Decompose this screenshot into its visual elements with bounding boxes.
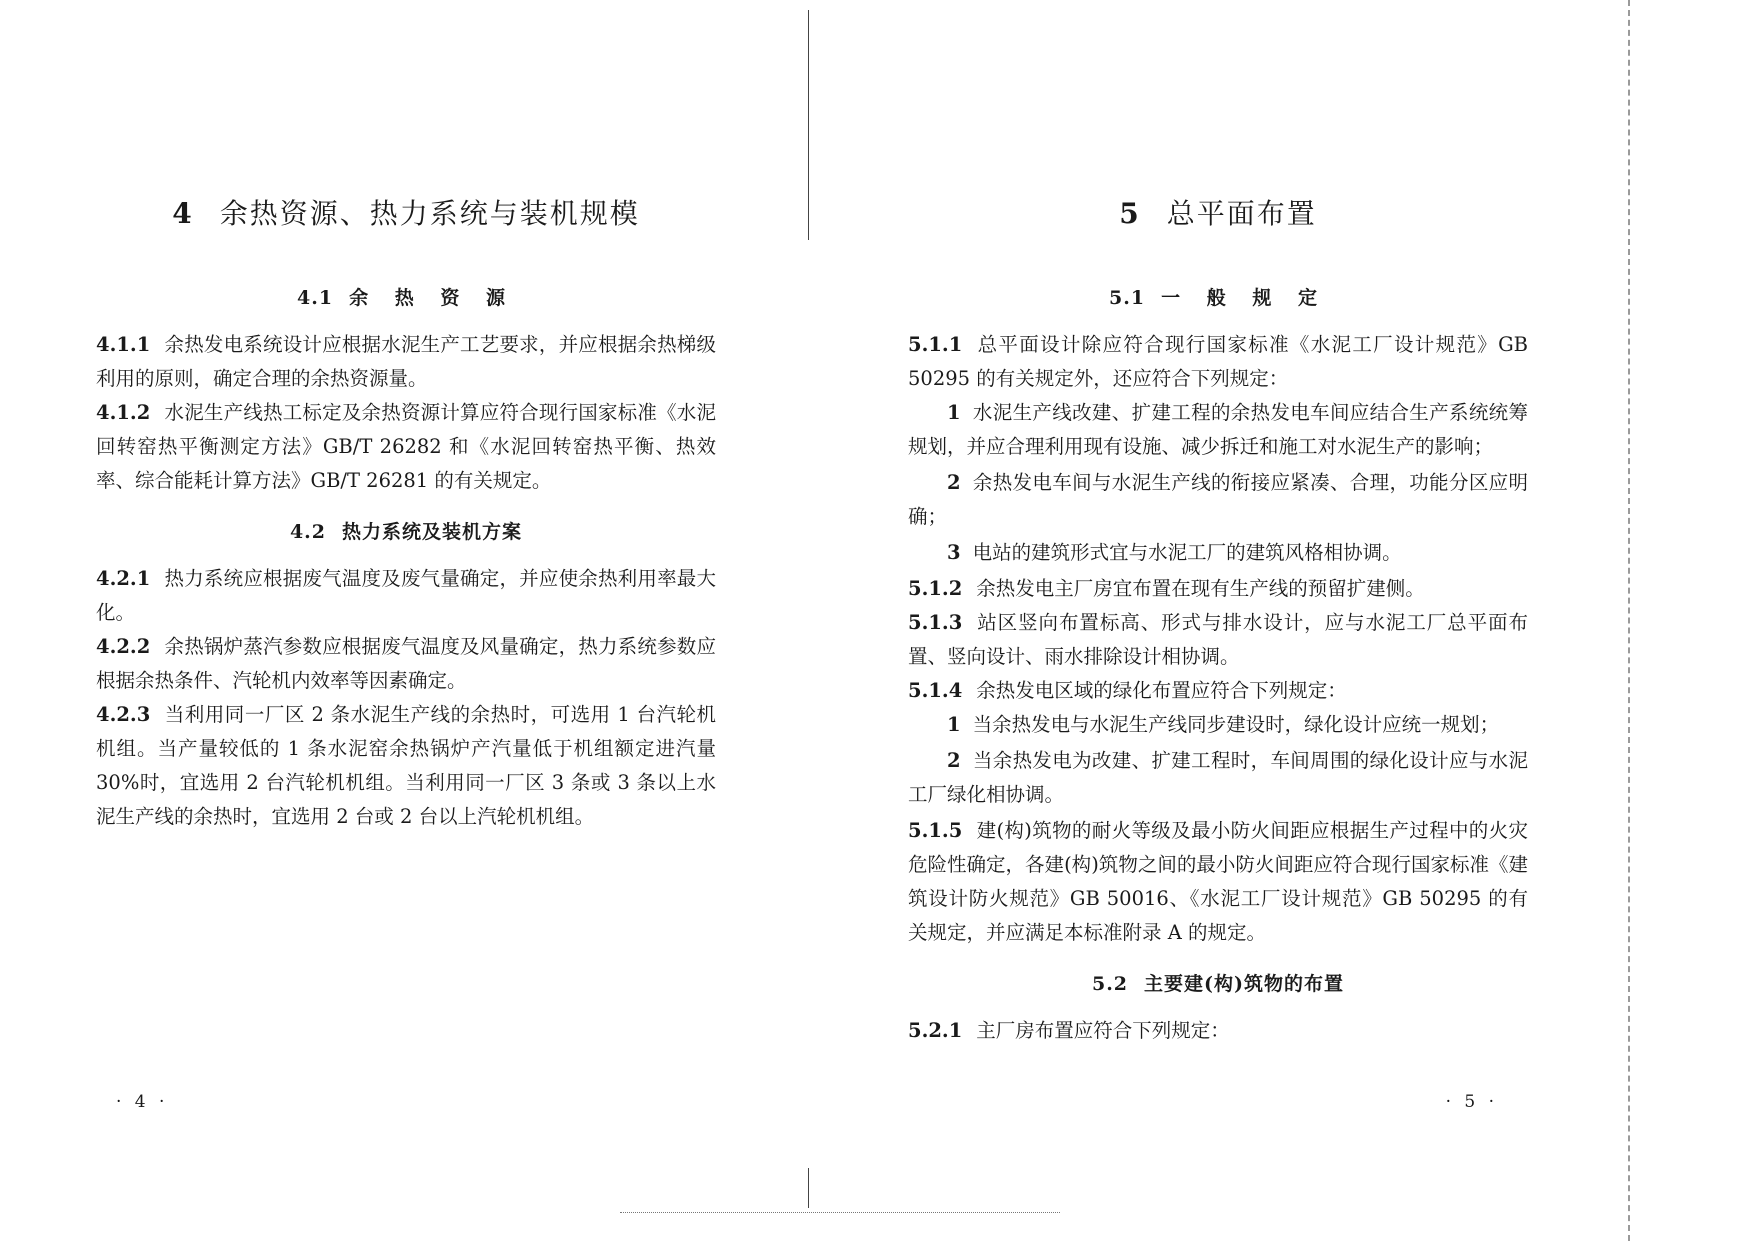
section-number: 5.1 — [1109, 287, 1146, 309]
clause-number: 4.1.1 — [96, 333, 151, 356]
clause-4-2-2 — [96, 630, 716, 698]
section-5-1-title — [908, 280, 1528, 316]
chapter-5-title — [908, 192, 1528, 232]
clause-5-1-1 — [908, 328, 1528, 396]
clause-number: 5.1.5 — [908, 819, 963, 842]
clause-text: 余热发电主厂房宜布置在现有生产线的预留扩建侧。 — [976, 577, 1425, 600]
clause-text: 建(构)筑物的耐火等级及最小防火间距应根据生产过程中的火灾危险性确定，各建(构)筑物之间的最小防火间距应符合现行国家标准《建筑设计防火规范》GB 50016、《水泥工厂设计规范》GB 50295 的有关规定，并应满足本标准附录 A 的规定。 — [908, 819, 1528, 944]
clause-5-2-1 — [908, 1014, 1528, 1048]
clause-number: 5.1.1 — [908, 333, 963, 356]
clause-number: 5.2.1 — [908, 1019, 963, 1042]
clause-5-1-2 — [908, 572, 1528, 606]
clause-text: 站区竖向布置标高、形式与排水设计，应与水泥工厂总平面布置、竖向设计、雨水排除设计相协调。 — [908, 611, 1528, 668]
clause-number: 4.1.2 — [96, 401, 151, 424]
section-title-text: 主要建(构)筑物的布置 — [1144, 973, 1345, 995]
section-number: 4.1 — [297, 287, 334, 309]
clause-number: 5.1.4 — [908, 679, 963, 702]
chapter-number: 4 — [172, 197, 194, 230]
item-text: 水泥生产线改建、扩建工程的余热发电车间应结合生产系统统筹规划，并应合理利用现有设施、减少拆迁和施工对水泥生产的影响； — [908, 401, 1528, 458]
item-number: 3 — [947, 541, 961, 564]
binding-line-top — [808, 10, 809, 240]
right-page-body — [908, 280, 1528, 1048]
clause-4-1-2 — [96, 396, 716, 498]
clause-5-1-1-item-3 — [908, 536, 1528, 570]
chapter-number: 5 — [1119, 197, 1141, 230]
clause-5-1-4 — [908, 674, 1528, 708]
clause-text: 主厂房布置应符合下列规定： — [976, 1019, 1230, 1042]
scan-edge-right — [1628, 0, 1630, 1241]
item-number: 1 — [947, 401, 961, 424]
page-number-right: · 5 · — [1445, 1092, 1498, 1112]
clause-5-1-5 — [908, 814, 1528, 950]
clause-4-1-1 — [96, 328, 716, 396]
chapter-title-text: 总平面布置 — [1166, 197, 1317, 230]
clause-text: 总平面设计除应符合现行国家标准《水泥工厂设计规范》GB 50295 的有关规定外，还应符合下列规定： — [908, 333, 1528, 390]
clause-number: 4.2.3 — [96, 703, 151, 726]
left-page-body — [96, 280, 716, 834]
item-number: 2 — [947, 471, 961, 494]
clause-5-1-4-item-2 — [908, 744, 1528, 812]
left-page — [96, 0, 716, 1241]
right-page — [908, 0, 1528, 1241]
chapter-4-title — [96, 192, 716, 232]
clause-number: 5.1.3 — [908, 611, 963, 634]
item-text: 当余热发电与水泥生产线同步建设时，绿化设计应统一规划； — [972, 713, 1500, 736]
clause-4-2-3 — [96, 698, 716, 834]
section-4-2-title — [96, 514, 716, 550]
item-text: 余热发电车间与水泥生产线的衔接应紧凑、合理，功能分区应明确； — [908, 471, 1528, 528]
clause-5-1-1-item-1 — [908, 396, 1528, 464]
item-text: 当余热发电为改建、扩建工程时，车间周围的绿化设计应与水泥工厂绿化相协调。 — [908, 749, 1528, 806]
item-text: 电站的建筑形式宜与水泥工厂的建筑风格相协调。 — [972, 541, 1402, 564]
section-title-text: 一 般 规 定 — [1161, 287, 1327, 309]
section-4-1-title — [96, 280, 716, 316]
section-number: 4.2 — [289, 521, 327, 543]
clause-text: 水泥生产线热工标定及余热资源计算应符合现行国家标准《水泥回转窑热平衡测定方法》GB/T 26282 和《水泥回转窑热平衡、热效率、综合能耗计算方法》GB/T 26281 的有关规定。 — [96, 401, 716, 492]
clause-number: 4.2.2 — [96, 635, 151, 658]
item-number: 1 — [947, 713, 961, 736]
clause-text: 当利用同一厂区 2 条水泥生产线的余热时，可选用 1 台汽轮机机组。当产量较低的 1 条水泥窑余热锅炉产汽量低于机组额定进汽量 30%时，宜选用 2 台汽轮机机组。当利用同一厂区 3 条或 3 条以上水泥生产线的余热时，宜选用 2 台或 2 台以上汽轮机机组。 — [96, 703, 716, 828]
clause-5-1-4-item-1 — [908, 708, 1528, 742]
section-5-2-title — [908, 966, 1528, 1002]
clause-text: 余热锅炉蒸汽参数应根据废气温度及风量确定，热力系统参数应根据余热条件、汽轮机内效率等因素确定。 — [96, 635, 716, 692]
clause-text: 余热发电区域的绿化布置应符合下列规定： — [976, 679, 1347, 702]
page-number-left: · 4 · — [116, 1092, 169, 1112]
clause-number: 5.1.2 — [908, 577, 963, 600]
item-number: 2 — [947, 749, 961, 772]
clause-text: 热力系统应根据废气温度及废气量确定，并应使余热利用率最大化。 — [96, 567, 716, 624]
clause-5-1-1-item-2 — [908, 466, 1528, 534]
binding-line-bottom — [808, 1168, 809, 1208]
clause-text: 余热发电系统设计应根据水泥生产工艺要求，并应根据余热梯级利用的原则，确定合理的余热资源量。 — [96, 333, 716, 390]
clause-number: 4.2.1 — [96, 567, 151, 590]
chapter-title-text: 余热资源、热力系统与装机规模 — [219, 197, 640, 230]
clause-4-2-1 — [96, 562, 716, 630]
section-title-text: 余 热 资 源 — [349, 287, 515, 309]
clause-5-1-3 — [908, 606, 1528, 674]
section-title-text: 热力系统及装机方案 — [342, 521, 523, 543]
section-number: 5.2 — [1091, 973, 1129, 995]
